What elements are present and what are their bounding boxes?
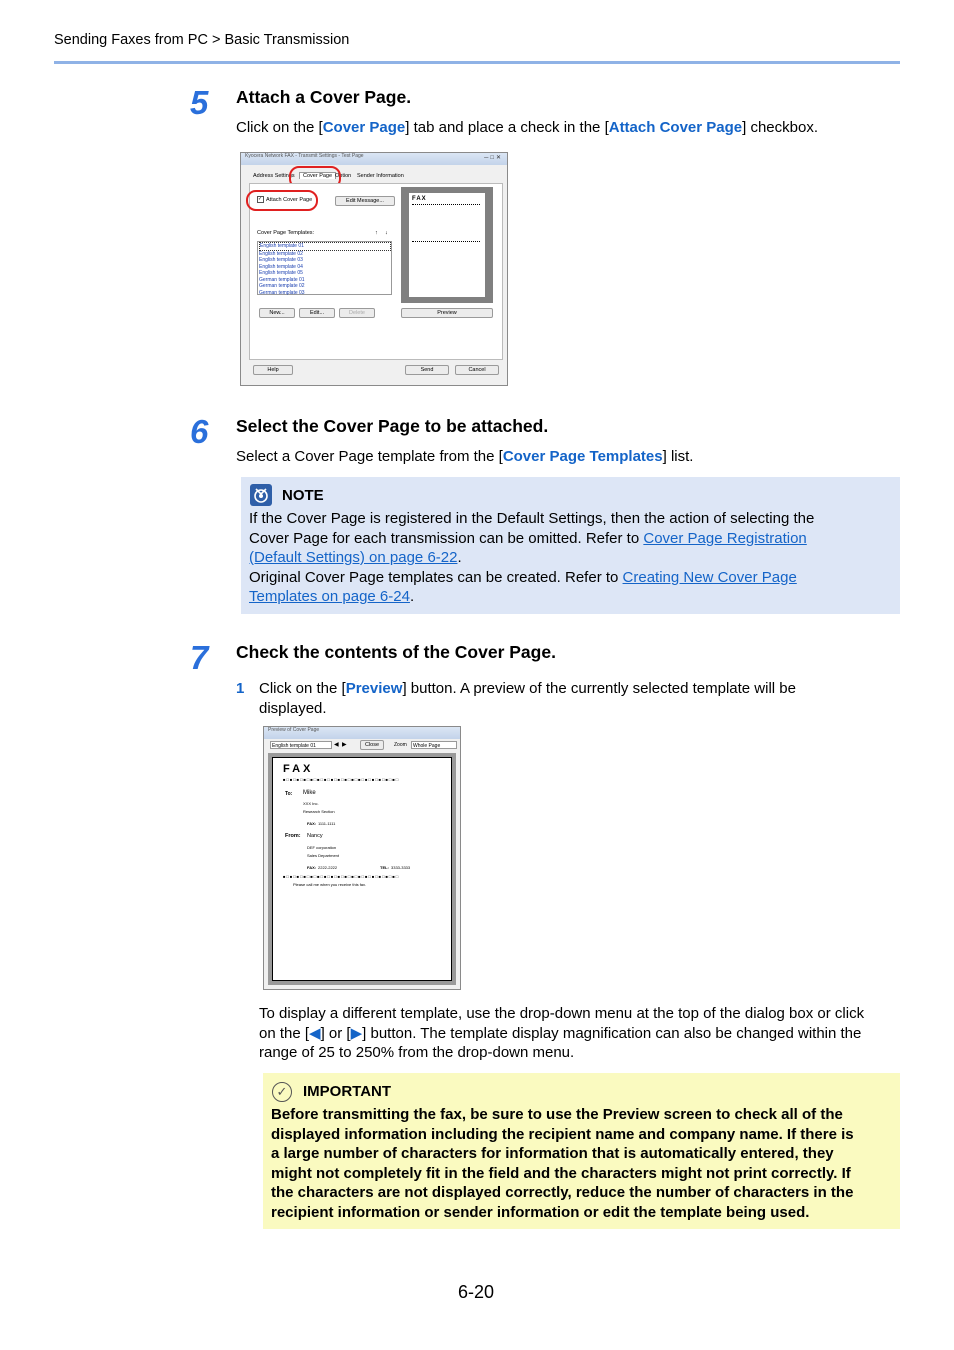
keyword-attach-cover-page: Attach Cover Page	[608, 119, 743, 136]
breadcrumb: Sending Faxes from PC > Basic Transmission	[54, 32, 350, 48]
substep-1-text	[259, 679, 899, 718]
to-label: To:	[285, 791, 293, 797]
decorative-border: ■□■□■□■□■□■□■□■□■□■□■□■□■□■□■□■□■□	[283, 777, 400, 782]
dialog-title: Preview of Cover Page	[268, 727, 320, 733]
preview-area	[268, 753, 456, 985]
important-line: recipient information or sender information or edit the template being used.	[271, 1203, 810, 1221]
decorative-border: ■□■□■□■□■□■□■□■□■□■□■□■□■□■□■□■□■□	[283, 874, 400, 879]
step-title-5: Attach a Cover Page.	[236, 87, 412, 107]
dialog-titlebar	[241, 153, 507, 165]
keyword-preview: Preview	[345, 680, 403, 697]
templates-label: Cover Page Templates:	[257, 230, 315, 236]
zoom-label: Zoom	[394, 742, 407, 748]
next-template-icon[interactable]: ▶	[342, 742, 347, 748]
paragraph-line: range of 25 to 250% from the drop-down menu.	[259, 1044, 575, 1061]
text: ] tab and place a check in the [	[405, 119, 609, 136]
text: Select a Cover Page template from the [	[236, 448, 503, 465]
link-creating-new-cover-page[interactable]: Creating New Cover Page	[622, 568, 797, 586]
cover-page	[272, 757, 452, 981]
cancel-button[interactable]: Cancel	[455, 365, 499, 375]
from-company: DEF corporation	[307, 845, 337, 850]
dotted-rule	[412, 204, 480, 205]
step-number-6: 6	[190, 413, 209, 450]
text: on the [	[259, 1024, 310, 1042]
template-list-item[interactable]: English template 05	[259, 270, 303, 276]
step-7-paragraph	[259, 1004, 904, 1063]
from-name: Nancy	[307, 833, 323, 839]
to-name: Mike	[303, 790, 316, 796]
transmit-settings-dialog	[240, 152, 508, 386]
text: Click on the [	[259, 680, 346, 697]
from-fax: 2222-2222	[318, 865, 338, 870]
templates-list[interactable]	[257, 241, 392, 295]
step-title-6: Select the Cover Page to be attached.	[236, 416, 549, 436]
step-number-5: 5	[190, 84, 209, 121]
dialog-title: Kyocera Network FAX - Transmit Settings - Test Page	[245, 153, 364, 159]
important-text	[271, 1105, 896, 1222]
link-creating-new-cover-page-cont[interactable]: Templates on page 6-24	[249, 588, 410, 605]
note-label: NOTE	[282, 487, 324, 504]
important-line: might not completely fit in the field and the characters might not print correctly. If	[271, 1164, 851, 1182]
checkmark-icon: ✓	[272, 1082, 292, 1102]
template-list-item[interactable]: German template 01	[259, 276, 305, 283]
tab-cover-page[interactable]: Cover Page	[299, 172, 336, 179]
tab-option[interactable]: Option	[335, 173, 352, 179]
zoom-select[interactable]: Whole Page	[411, 741, 457, 749]
close-button[interactable]: Close	[360, 740, 384, 750]
note-text	[249, 509, 894, 607]
fax-heading: FAX	[283, 763, 314, 775]
right-arrow-icon: ▶	[350, 1024, 363, 1042]
text: ] checkbox.	[742, 119, 818, 136]
edit-message-button[interactable]: Edit Message...	[335, 196, 395, 206]
thumbnail-frame	[401, 187, 493, 303]
prev-template-icon[interactable]: ◀	[334, 742, 339, 748]
link-cover-page-registration-cont[interactable]: (Default Settings) on page 6-22	[249, 549, 458, 566]
important-label: IMPORTANT	[303, 1083, 392, 1100]
template-list-item[interactable]: German template 03	[259, 289, 305, 296]
note-line: If the Cover Page is registered in the Default Settings, then the action of selecting the	[249, 510, 815, 527]
edit-button[interactable]: Edit...	[299, 308, 335, 318]
note-box	[241, 477, 900, 614]
preview-button[interactable]: Preview	[401, 308, 493, 318]
send-button[interactable]: Send	[405, 365, 449, 375]
window-controls-icon[interactable]: ─□✕	[484, 155, 503, 161]
text: ] button. The template display magnification can also be changed within the	[362, 1024, 862, 1042]
from-tel: 3333-3333	[391, 865, 411, 870]
note-icon	[250, 484, 272, 506]
template-list-item[interactable]: English template 01	[259, 242, 391, 251]
tab-sender-information[interactable]: Sender Information	[357, 173, 404, 179]
highlight-ring-checkbox	[246, 190, 318, 211]
checkbox-label: Attach Cover Page	[266, 196, 313, 203]
delete-button[interactable]: Delete	[339, 308, 375, 318]
from-fax-label: FAX:	[307, 865, 317, 870]
template-select[interactable]: English template 01	[270, 741, 332, 749]
important-line: displayed information including the recipient name and company name. If there is	[271, 1125, 854, 1143]
note-line	[249, 529, 894, 549]
help-button[interactable]: Help	[253, 365, 293, 375]
note-line: (Default Settings) on page 6-22.	[249, 549, 462, 566]
thumbnail-fax-heading: FAX	[412, 196, 427, 202]
to-fax: 1111-1111	[318, 821, 336, 826]
text: ] or [	[320, 1024, 351, 1042]
step-title-7: Check the contents of the Cover Page.	[236, 642, 556, 662]
paragraph-line: To display a different template, use the drop-down menu at the top of the dialog box or click	[259, 1005, 865, 1022]
new-button[interactable]: New...	[259, 308, 295, 318]
text: Original Cover Page templates can be created. Refer to	[249, 568, 623, 586]
cover-message: Please call me when you receive this fax.	[293, 882, 367, 887]
note-line: Templates on page 6-24.	[249, 588, 415, 605]
substep-line: displayed.	[259, 699, 327, 717]
important-line: Before transmitting the fax, be sure to use the Preview screen to check all of the	[271, 1106, 843, 1123]
text: ] list.	[662, 448, 694, 465]
important-line: the characters are not displayed correctly, reduce the number of characters in the	[271, 1184, 854, 1201]
text: Click on the [	[236, 119, 323, 136]
template-list-item[interactable]: English template 03	[259, 257, 303, 263]
left-arrow-icon: ◀	[309, 1024, 321, 1042]
to-company: XXX Inc.	[303, 801, 319, 806]
template-list-item[interactable]: English template 04	[259, 263, 303, 270]
step-number-7: 7	[190, 639, 209, 676]
keyword-cover-page-templates: Cover Page Templates	[502, 448, 663, 465]
dotted-rule	[412, 241, 480, 242]
substep-line	[259, 679, 899, 699]
step-5-text	[236, 118, 818, 138]
from-department: Sales Department	[307, 853, 340, 858]
step-6-text	[236, 447, 693, 467]
template-list-item[interactable]: English template 02	[259, 250, 303, 257]
to-department: Research Section	[303, 809, 335, 814]
text: Cover Page for each transmission can be omitted. Refer to	[249, 529, 644, 547]
to-fax-label: FAX:	[307, 821, 317, 826]
move-up-icon[interactable]: ↑	[375, 230, 378, 236]
template-list-item[interactable]: German template 02	[259, 283, 305, 289]
important-line: a large number of characters for information that is automatically entered, they	[271, 1145, 834, 1162]
from-tel-label: TEL:	[380, 865, 389, 870]
from-label: From:	[285, 833, 301, 839]
substep-number-1: 1	[236, 680, 245, 697]
paragraph-line	[259, 1024, 904, 1044]
text: ] button. A preview of the currently selected template will be	[402, 680, 796, 697]
page-number: 6-20	[458, 1282, 495, 1302]
move-down-icon[interactable]: ↓	[385, 230, 388, 236]
keyword-cover-page: Cover Page	[322, 119, 406, 136]
preview-dialog	[263, 726, 461, 990]
header-rule	[54, 61, 900, 64]
important-box	[263, 1073, 900, 1229]
note-line	[249, 568, 894, 588]
link-cover-page-registration[interactable]: Cover Page Registration	[643, 529, 807, 547]
dialog-titlebar	[264, 727, 460, 739]
thumbnail-page	[409, 193, 485, 297]
tab-address-settings[interactable]: Address Settings	[253, 173, 295, 179]
checkbox-checked-icon[interactable]: ✓	[258, 196, 263, 202]
